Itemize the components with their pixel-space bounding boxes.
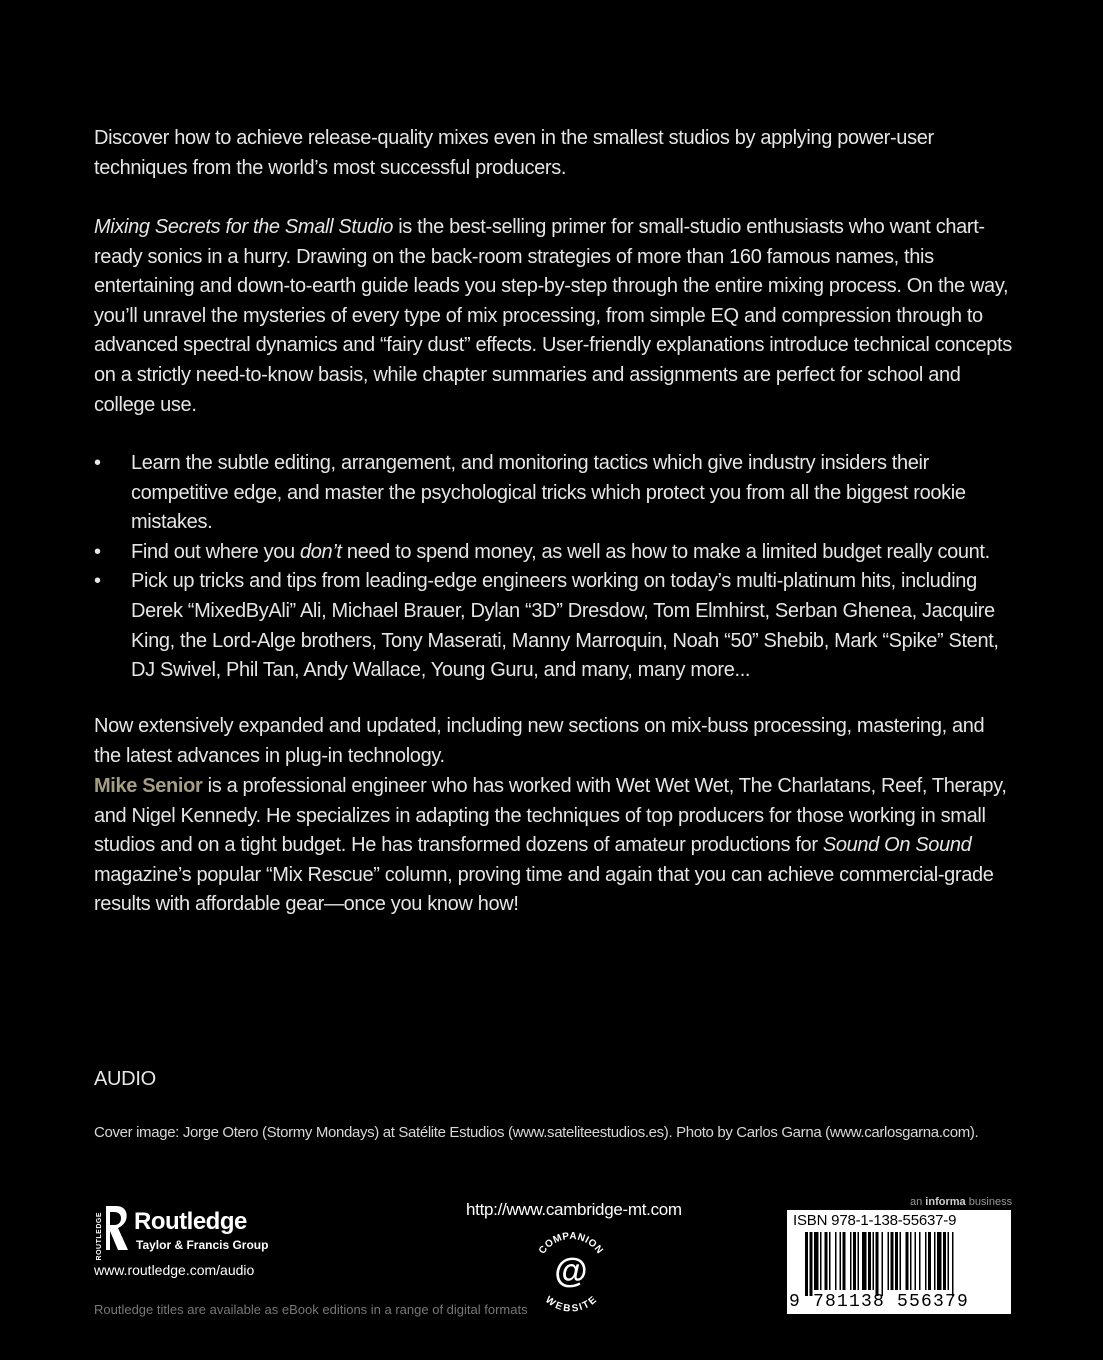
barcode-bar <box>915 1232 917 1290</box>
magazine-name: Sound On Sound <box>822 834 972 857</box>
barcode-bar <box>810 1232 813 1296</box>
intro-paragraph <box>94 124 1014 183</box>
barcode-bar <box>858 1232 860 1290</box>
barcode-bar <box>876 1232 879 1296</box>
author-name: Mike Senior <box>94 775 203 797</box>
barcode-digits: 9 781138 556379 <box>789 1292 970 1312</box>
badge-top-text: COMPANION <box>536 1230 606 1257</box>
svg-text:WEBSITE <box>543 1294 599 1312</box>
barcode-bar <box>805 1232 808 1296</box>
barcode-bar <box>814 1232 819 1290</box>
barcode-bar <box>820 1232 822 1290</box>
barcode-bar <box>934 1232 936 1290</box>
barcode-bar <box>906 1232 909 1290</box>
bio-body-end: magazine’s popular “Mix Rescue” column, proving time and again that you can achieve commercial-grade results with affordable gear—once you know how! <box>94 863 994 916</box>
at-sign-icon: @ <box>554 1252 588 1290</box>
publisher-group: Taylor & Francis Group <box>136 1238 269 1252</box>
intro-text: Discover how to achieve release-quality mixes even in the smallest studios by applying power-user techniques from the world’s most successful producers. <box>94 127 934 179</box>
update-text: Now extensively expanded and updated, including new sections on mix-buss processing, mastering, and the latest advances in plug-in technology. <box>94 715 985 767</box>
publisher-vertical-text: ROUTLEDGE <box>96 1212 103 1261</box>
publisher-url[interactable]: www.routledge.com/audio <box>94 1262 255 1278</box>
barcode-bar <box>943 1232 946 1290</box>
barcode-bars-icon <box>805 1232 1003 1296</box>
author-bio <box>94 772 1014 920</box>
publisher-name: Routledge <box>134 1208 247 1235</box>
barcode-bar <box>925 1232 927 1290</box>
barcode-bar <box>829 1232 831 1290</box>
informa-prefix: an <box>910 1196 926 1208</box>
barcode-bar <box>948 1232 950 1290</box>
barcode-bar <box>873 1232 875 1290</box>
list-item <box>94 538 1014 568</box>
bullet-icon: • <box>94 540 101 563</box>
bullet-icon: • <box>94 452 101 474</box>
barcode-bar <box>919 1232 921 1290</box>
barcode-bar <box>868 1232 871 1290</box>
barcode-bar <box>952 1232 954 1296</box>
barcode-bar <box>840 1232 842 1290</box>
barcode-bar <box>850 1232 852 1290</box>
bio-text <box>94 772 1014 920</box>
list-item-text: need to spend money, as well as how to make a limited budget really count. <box>341 540 990 563</box>
barcode-bar <box>895 1232 898 1290</box>
ebook-note: Routledge titles are available as eBook editions in a range of digital formats <box>94 1302 528 1317</box>
barcode-bar <box>928 1232 931 1290</box>
list-item-emphasis: don’t <box>300 540 342 563</box>
barcode-bar <box>843 1232 846 1290</box>
list-item-text: Pick up tricks and tips from leading-edge engineers working on today’s multi-platinum hits, including Derek “MixedByAli” Ali, Michael Brauer, Dylan “3D” Dresdow, Tom Elmhirst, Serban Ghenea, Jacquire King, the Lord-Alge brothers, Tony Maserati, Manny Marroquin, Noah “50” Shebib, Mark “Spike” Stent, DJ Swivel, Phil Tan, Andy Wallace, Young Guru, and many, many more... <box>131 570 999 682</box>
description-text <box>94 213 1014 420</box>
list-item <box>94 567 1014 685</box>
informa-brand: informa <box>925 1196 966 1208</box>
list-item <box>94 449 1014 538</box>
barcode <box>787 1210 1011 1314</box>
companion-website-badge <box>528 1226 614 1312</box>
bio-body: is a professional engineer who has worked with Wet Wet Wet, The Charlatans, Reef, Therapy, and Nigel Kennedy. He specializes in adapting the techniques of top producers for those working in small studios and on a tight budget. He has transformed dozens of amateur productions for <box>94 775 1007 857</box>
website-url[interactable]: http://www.cambridge-mt.com <box>466 1200 682 1219</box>
barcode-bar <box>891 1232 894 1290</box>
cover-credit: Cover image: Jorge Otero (Stormy Mondays) at Satélite Estudios (www.sateliteestudios.es). Photo by Carlos Garna (www.carlosgarna.com). <box>94 1124 979 1141</box>
barcode-bar <box>882 1232 884 1296</box>
description-body: is the best-selling primer for small-studio enthusiasts who want chart-ready sonics in a hurry. Drawing on the back-room strategies of more than 160 famous names, this entertaining and down-to-earth guide leads you step-by-step through the entire mixing process. On the way, you’ll unravel the mysteries of every type of mix processing, from simple EQ and compression through to advanced spectral dynamics and “fairy dust” effects. User-friendly explanations introduce technical concepts on a strictly need-to-know basis, while chapter summaries and assignments are perfect for school and college use. <box>94 216 1012 416</box>
book-title: Mixing Secrets for the Small Studio <box>94 216 393 238</box>
barcode-bar <box>862 1232 867 1290</box>
barcode-bar <box>900 1232 902 1290</box>
barcode-bar <box>937 1232 942 1290</box>
informa-tag <box>910 1196 1012 1208</box>
bullet-icon: • <box>94 570 101 593</box>
barcode-bar <box>825 1232 828 1290</box>
barcode-bar <box>853 1232 856 1290</box>
description-paragraph <box>94 213 1014 420</box>
list-item-text: Learn the subtle editing, arrangement, and monitoring tactics which give industry insiders their competitive edge, and master the psychological tricks which protect you from all the biggest rookie mistakes. <box>131 452 966 534</box>
category-label: AUDIO <box>94 1068 156 1090</box>
barcode-bar <box>888 1232 890 1290</box>
badge-bottom-text: WEBSITE <box>543 1294 600 1312</box>
feature-list <box>94 449 1014 686</box>
list-item-text: Find out where you <box>131 540 301 563</box>
barcode-bar <box>835 1232 837 1290</box>
isbn-label: ISBN 978-1-138-55637-9 <box>793 1212 957 1229</box>
informa-suffix: business <box>965 1196 1013 1208</box>
update-paragraph <box>94 712 1014 771</box>
barcode-bar <box>910 1232 912 1290</box>
